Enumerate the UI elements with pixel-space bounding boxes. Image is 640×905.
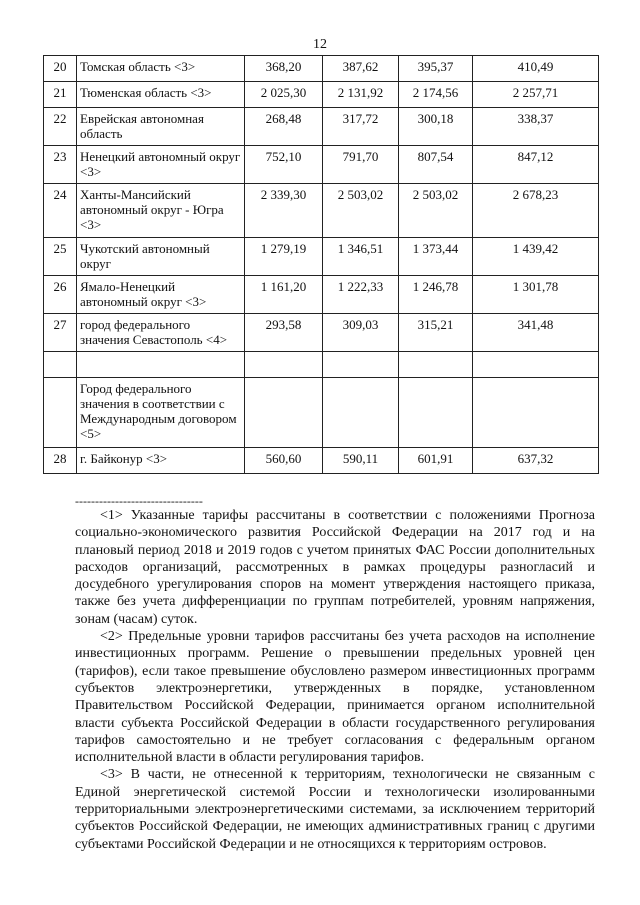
page-number: 12 [313,37,327,52]
tariff-value-2: 387,62 [323,56,399,82]
tariff-value-2: 1 222,33 [323,276,399,314]
tariff-value-1 [245,378,323,448]
tariff-value-4: 338,37 [473,108,599,146]
row-number: 25 [44,238,77,276]
tariff-value-3: 315,21 [399,314,473,352]
region-name: Чукотский автономный округ [77,238,245,276]
region-name: Ямало-Ненецкий автономный округ <3> [77,276,245,314]
region-name: Тюменская область <3> [77,82,245,108]
tariff-value-3: 601,91 [399,448,473,474]
tariff-value-2 [323,378,399,448]
tariff-value-1: 752,10 [245,146,323,184]
tariff-value-1: 2 025,30 [245,82,323,108]
tariff-value-3: 2 174,56 [399,82,473,108]
tariff-value-1: 268,48 [245,108,323,146]
tariff-value-4: 2 257,71 [473,82,599,108]
row-number: 28 [44,448,77,474]
tariff-value-1 [245,352,323,378]
tariff-value-1: 2 339,30 [245,184,323,238]
footnote-separator: -------------------------------- [75,494,203,508]
tariff-value-2: 590,11 [323,448,399,474]
region-name: Город федерального значения в соответствии с Международным договором <5> [77,378,245,448]
tariff-value-4: 2 678,23 [473,184,599,238]
tariff-value-2: 317,72 [323,108,399,146]
row-number: 26 [44,276,77,314]
tariff-value-2: 1 346,51 [323,238,399,276]
tariff-value-2: 791,70 [323,146,399,184]
footnote-2: <2> Предельные уровни тарифов рассчитаны без учета расходов на исполнение инвестиционных программ. Решение о превышении предельных уровней цен (тарифов), если такое превышение обусловлено размером инвестиционных программ субъектов электроэнергетики, утвержденных в порядке, установленном Правительством Российской Федерации, принимается органом исполнительной власти субъекта Российской Федерации в области государственного регулирования тарифов самостоятельно и не требует согласования с федеральным органом исполнительной власти в области регулирования тарифов. [75,629,595,766]
tariff-value-1: 1 279,19 [245,238,323,276]
tariff-value-4 [473,352,599,378]
tariff-value-3: 1 246,78 [399,276,473,314]
tariff-value-2: 2 131,92 [323,82,399,108]
region-name: город федерального значения Севастополь <4> [77,314,245,352]
row-number: 21 [44,82,77,108]
table-row [44,378,599,448]
row-number: 24 [44,184,77,238]
tariff-value-1: 1 161,20 [245,276,323,314]
row-number: 20 [44,56,77,82]
row-number [44,352,77,378]
table-row [44,276,599,314]
tariff-value-3: 395,37 [399,56,473,82]
tariff-value-4: 637,32 [473,448,599,474]
tariff-value-2: 309,03 [323,314,399,352]
tariff-value-4 [473,378,599,448]
region-name: Ханты-Мансийский автономный округ - Югра <3> [77,184,245,238]
row-number: 23 [44,146,77,184]
row-number: 22 [44,108,77,146]
footnote-3: <3> В части, не отнесенной к территориям, технологически не связанным с Единой энергетической системой России и технологически изолированными территориальными электроэнергетическими системами, за исключением территорий субъектов Российской Федерации, не имеющих административных границ с другими субъектами Российской Федерации и не относящихся к территориям островов. [75,767,595,852]
region-name: г. Байконур <3> [77,448,245,474]
table-row [44,108,599,146]
table-row [44,352,599,378]
row-number: 27 [44,314,77,352]
tariff-value-4: 847,12 [473,146,599,184]
tariff-value-3 [399,378,473,448]
footnotes [75,507,595,853]
tariff-value-4: 410,49 [473,56,599,82]
tariff-value-3: 300,18 [399,108,473,146]
tariff-value-3: 2 503,02 [399,184,473,238]
table-row [44,238,599,276]
region-name: Томская область <3> [77,56,245,82]
tariff-value-4: 1 301,78 [473,276,599,314]
table-row [44,184,599,238]
region-name: Еврейская автономная область [77,108,245,146]
tariff-value-1: 293,58 [245,314,323,352]
tariff-value-3: 807,54 [399,146,473,184]
table-row [44,314,599,352]
tariff-value-1: 368,20 [245,56,323,82]
tariff-value-2 [323,352,399,378]
tariff-value-4: 341,48 [473,314,599,352]
tariff-value-3 [399,352,473,378]
tariff-value-1: 560,60 [245,448,323,474]
tariff-table-body [44,56,599,474]
tariff-value-2: 2 503,02 [323,184,399,238]
region-name [77,352,245,378]
tariff-value-4: 1 439,42 [473,238,599,276]
row-number [44,378,77,448]
tariff-value-3: 1 373,44 [399,238,473,276]
table-row [44,56,599,82]
table-row [44,146,599,184]
footnote-1: <1> Указанные тарифы рассчитаны в соответствии с положениями Прогноза социально-экономического развития Российской Федерации на 2017 год и на плановый период 2018 и 2019 годов с учетом принятых ФАС России дополнительных расходов организаций, рассмотренных в рамках процедуры разногласий и досудебного урегулирования споров на момент утверждения настоящего приказа, также без учета дифференциации по группам потребителей, уровням напряжения, зонам (часам) суток. [75,508,595,627]
table-row [44,82,599,108]
tariff-table [43,55,599,474]
region-name: Ненецкий автономный округ <3> [77,146,245,184]
table-row [44,448,599,474]
